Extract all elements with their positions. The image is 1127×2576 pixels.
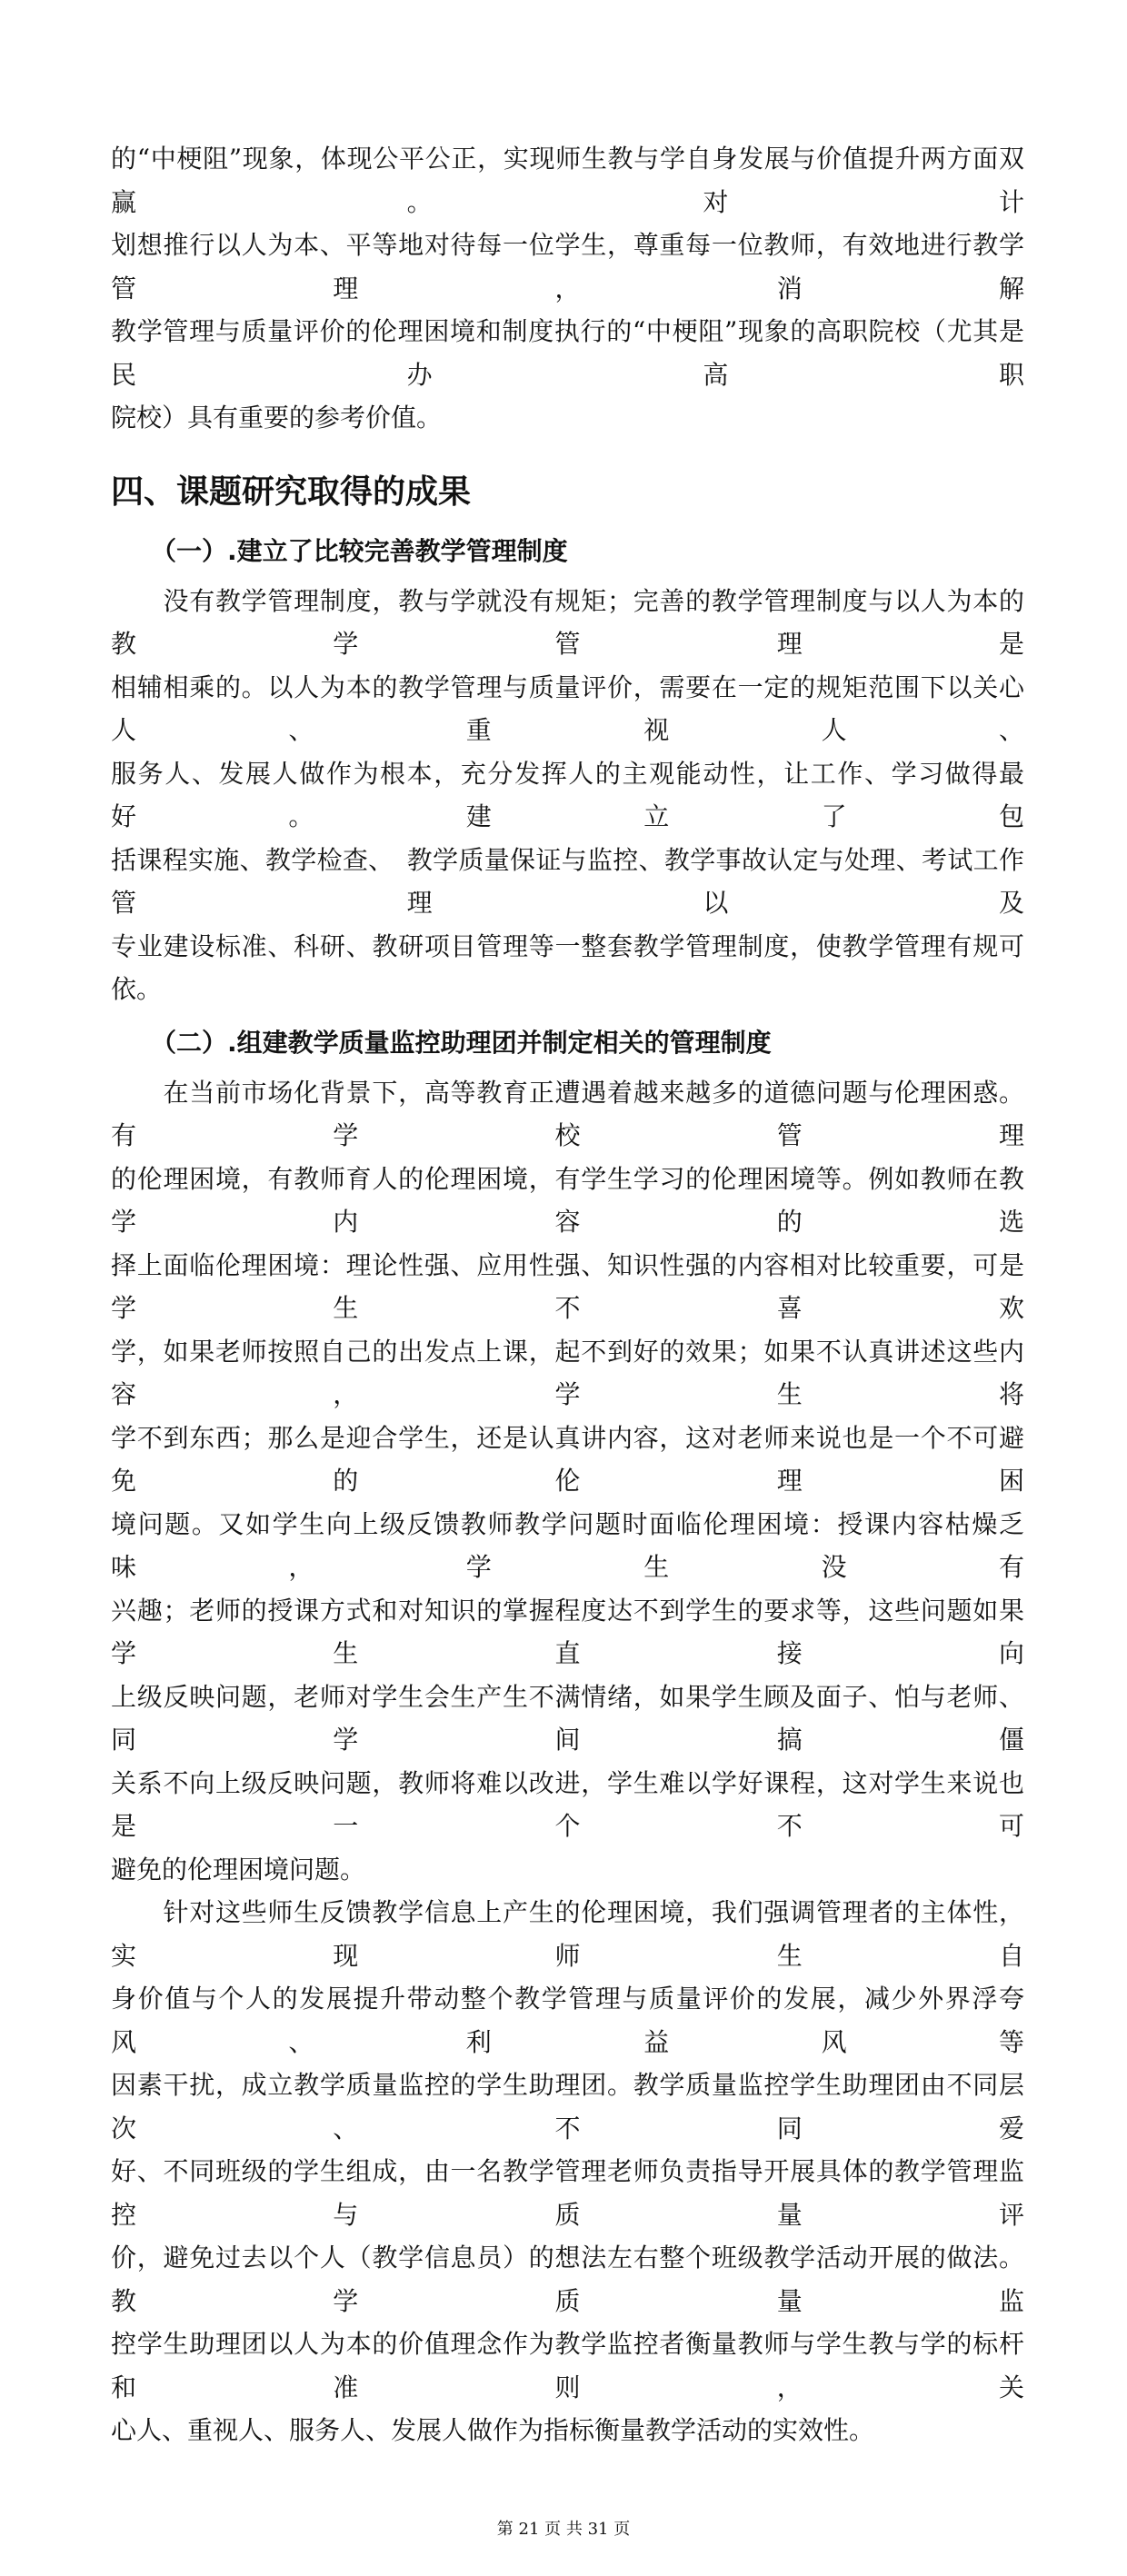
text-line: 院校）具有重要的参考价值。: [111, 403, 443, 433]
subsection-heading-1: （一）.建立了比较完善教学管理制度: [151, 535, 568, 566]
text-line: 身价值与个人的发展提升带动整个教学管理与质量评价的发展，减少外界浮夸风、利益风等: [111, 1984, 1024, 2057]
subsection2-paragraph-2: [111, 1891, 1024, 2452]
page-number-footer: 第 21 页 共 31 页: [496, 2519, 631, 2539]
text-line: 没有教学管理制度，教与学就没有规矩；完善的教学管理制度与以人为本的教学管理是: [111, 585, 1024, 659]
text-line: 在当前市场化背景下，高等教育正遭遇着越来越多的道德问题与伦理困惑。有学校管理: [111, 1077, 1024, 1150]
text-line: 划想推行以人为本、平等地对待每一位学生，尊重每一位教师，有效地进行教学管理，消解: [111, 230, 1024, 303]
text-line: 专业建设标准、科研、教研项目管理等一整套教学管理制度，使教学管理有规可依。: [111, 930, 1024, 1004]
text-line: 价，避免过去以个人（教学信息员）的想法左右整个班级教学活动开展的做法。教学质量监: [111, 2243, 1024, 2316]
text-line: 针对这些师生反馈教学信息上产生的伦理困境，我们强调管理者的主体性，实现师生自: [111, 1897, 1024, 1971]
text-line: 的伦理困境，有教师育人的伦理困境，有学生学习的伦理困境等。例如教师在教学内容的选: [111, 1163, 1024, 1237]
continuation-paragraph: [111, 137, 1024, 440]
text-line: 关系不向上级反映问题，教师将难以改进，学生难以学好课程，这对学生来说也是一个不可: [111, 1767, 1024, 1841]
text-line: 境问题。又如学生向上级反馈教师教学问题时面临伦理困境：授课内容枯燥乏味，学生没有: [111, 1508, 1024, 1582]
text-line: 学，如果老师按照自己的出发点上课，起不到好的效果；如果不认真讲述这些内容，学生将: [111, 1336, 1024, 1409]
section-heading: 四、课题研究取得的成果: [111, 472, 472, 511]
subsection2-paragraph-1: [111, 1071, 1024, 1892]
text-line: 兴趣；老师的授课方式和对知识的掌握程度达不到学生的要求等，这些问题如果学生直接向: [111, 1595, 1024, 1668]
text-line: 相辅相乘的。以人为本的教学管理与质量评价，需要在一定的规矩范围下以关心人、重视人、: [111, 671, 1024, 745]
text-line: 教学管理与质量评价的伦理困境和制度执行的“中梗阻”现象的高职院校（尤其是民办高职: [111, 316, 1024, 390]
text-line: 避免的伦理困境问题。: [111, 1854, 366, 1885]
subsection-heading-2: （二）.组建教学质量监控助理团并制定相关的管理制度: [151, 1027, 772, 1058]
text-line: 因素干扰，成立教学质量监控的学生助理团。教学质量监控学生助理团由不同层次、不同爱: [111, 2070, 1024, 2143]
text-line: 心人、重视人、服务人、发展人做作为指标衡量教学活动的实效性。: [111, 2415, 875, 2445]
text-line: 括课程实施、教学检查、 教学质量保证与监控、教学事故认定与处理、考试工作管理以及: [111, 844, 1024, 918]
text-line: 控学生助理团以人为本的价值理念作为教学监控者衡量教师与学生教与学的标杆和准则，关: [111, 2329, 1024, 2402]
text-line: 上级反映问题，老师对学生会生产生不满情绪，如果学生顾及面子、怕与老师、同学间搞僵: [111, 1681, 1024, 1755]
text-line: 学不到东西；那么是迎合学生，还是认真讲内容，这对老师来说也是一个不可避免的伦理困: [111, 1422, 1024, 1496]
text-line: 好、不同班级的学生组成，由一名教学管理老师负责指导开展具体的教学管理监控与质量评: [111, 2156, 1024, 2230]
text-line: 的“中梗阻”现象，体现公平公正，实现师生教与学自身发展与价值提升两方面双赢。对计: [111, 144, 1024, 217]
text-line: 服务人、发展人做作为根本，充分发挥人的主观能动性，让工作、学习做得最好。建立了包: [111, 758, 1024, 831]
subsection1-paragraph: [111, 580, 1024, 1011]
text-line: 择上面临伦理困境：理论性强、应用性强、知识性强的内容相对比较重要，可是学生不喜欢: [111, 1249, 1024, 1323]
